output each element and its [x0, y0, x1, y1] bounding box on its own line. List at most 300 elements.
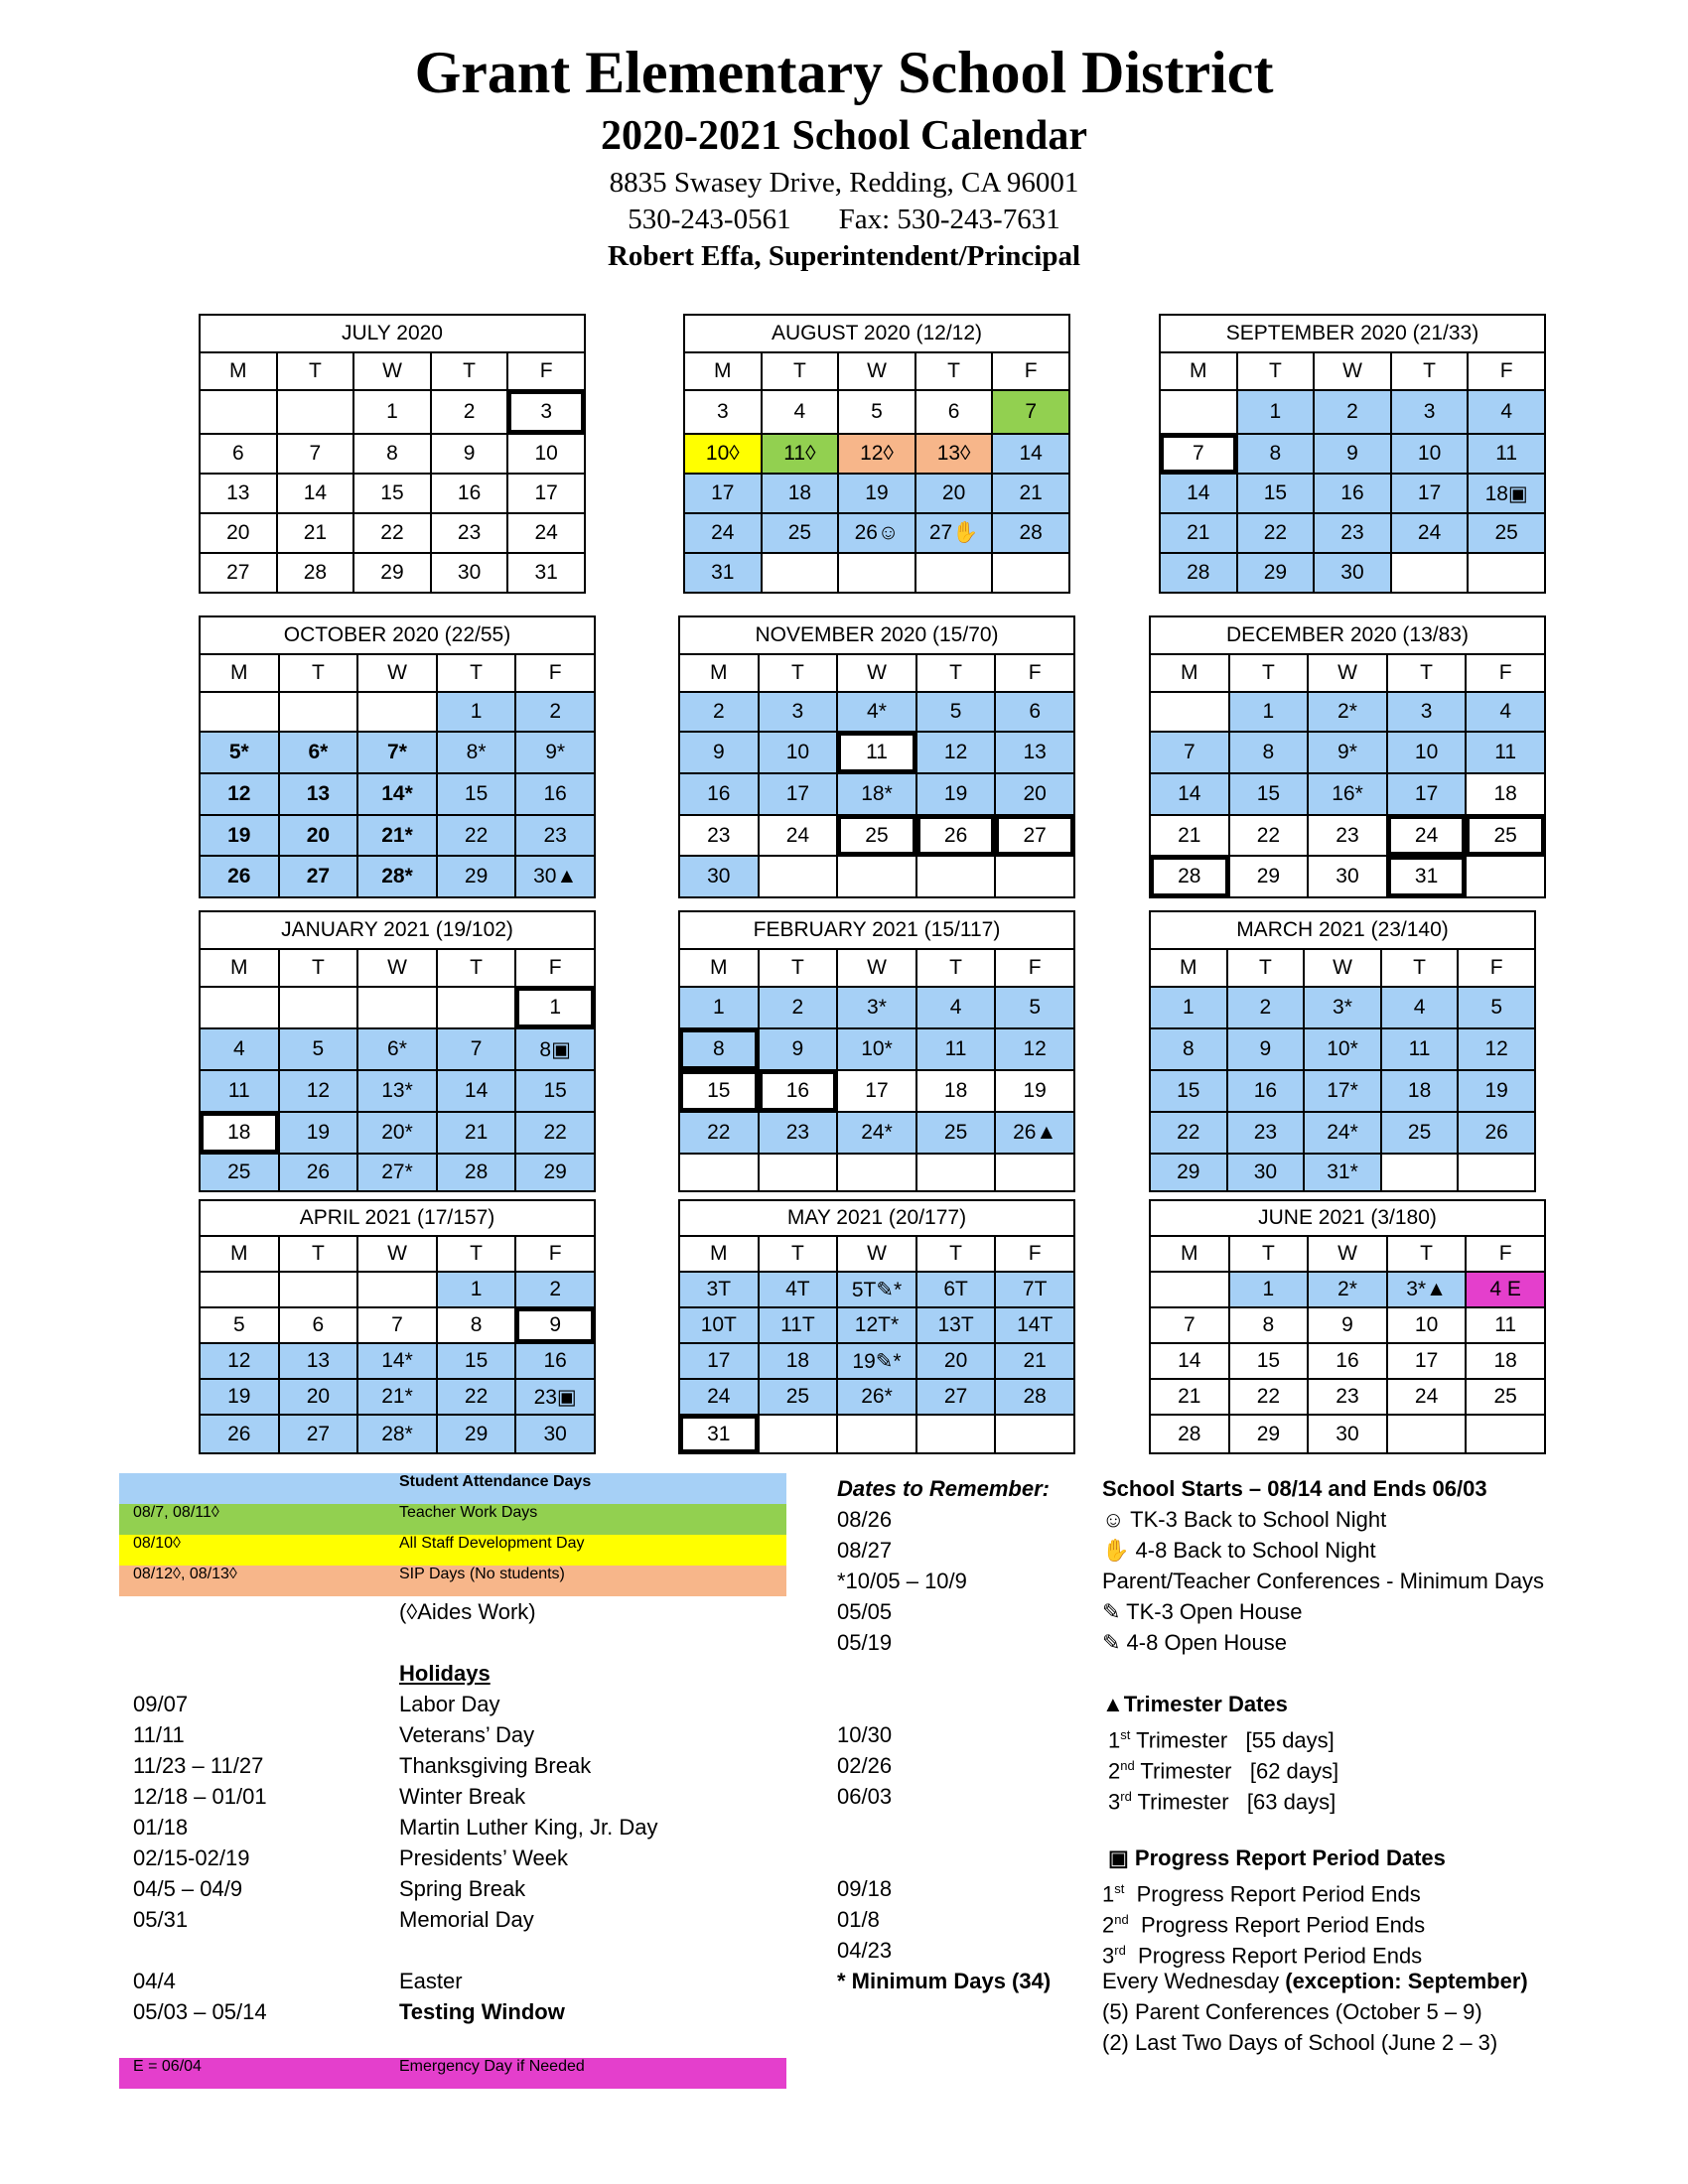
- day-cell: 4: [1468, 390, 1545, 434]
- day-cell: 29: [1229, 1415, 1309, 1453]
- weekday-header: T: [1387, 654, 1467, 692]
- day-cell: 10: [1387, 732, 1467, 773]
- day-cell: 5: [279, 1028, 358, 1070]
- day-cell: 17: [1391, 474, 1469, 513]
- day-cell: 31*: [1304, 1154, 1381, 1191]
- day-cell: 14: [277, 474, 354, 513]
- holiday-name: Martin Luther King, Jr. Day: [399, 1815, 658, 1840]
- empty-cell: [916, 1154, 996, 1191]
- day-cell: 8▣: [515, 1028, 595, 1070]
- day-cell: 22: [679, 1112, 759, 1154]
- wednesday-note: [1102, 1966, 1528, 1996]
- day-cell: 8: [437, 1307, 516, 1343]
- day-cell: 15: [679, 1070, 759, 1112]
- day-cell: 28: [277, 553, 354, 593]
- progress-title: ▣ Progress Report Period Dates: [1108, 1845, 1446, 1870]
- day-cell: 3: [1391, 390, 1469, 434]
- empty-cell: [837, 1154, 916, 1191]
- day-cell: 1: [515, 987, 595, 1028]
- day-cell: 27: [279, 856, 358, 897]
- ordinal-text: Trimester [62 days]: [1134, 1758, 1339, 1784]
- month-title: APRIL 2021 (17/157): [200, 1200, 595, 1236]
- weekday-header: M: [1150, 1236, 1229, 1272]
- day-cell: 7: [1160, 434, 1237, 474]
- day-cell: 5T✎*: [837, 1272, 916, 1307]
- day-cell: 9: [1308, 1307, 1387, 1343]
- day-cell: 13: [279, 1343, 358, 1379]
- empty-cell: [837, 856, 916, 897]
- day-cell: 22: [1150, 1112, 1227, 1154]
- empty-cell: [679, 1154, 759, 1191]
- day-cell: 16: [515, 1343, 595, 1379]
- day-cell: 19: [279, 1112, 358, 1154]
- day-cell: 24: [1387, 815, 1467, 856]
- ordinal-suffix: rd: [1114, 1943, 1126, 1958]
- day-cell: 28: [1150, 856, 1229, 897]
- day-cell: 23: [515, 815, 595, 856]
- day-cell: 6*: [357, 1028, 437, 1070]
- weekday-header: T: [1381, 949, 1459, 987]
- ordinal-text: Progress Report Period Ends: [1128, 1912, 1426, 1938]
- day-cell: 4: [916, 987, 996, 1028]
- remember-date: 08/27: [837, 1538, 893, 1563]
- day-cell: 27*: [357, 1154, 437, 1191]
- day-cell: 16: [1227, 1070, 1305, 1112]
- event-item: ✎ 4-8 Open House: [1102, 1630, 1287, 1655]
- day-cell: 17: [837, 1070, 916, 1112]
- day-cell: 26▲: [995, 1112, 1074, 1154]
- ordinal-number: 3: [1108, 1789, 1121, 1815]
- day-cell: 7: [1150, 1307, 1229, 1343]
- day-cell: 11: [1466, 1307, 1545, 1343]
- legend-sip-dates: 08/12◊, 08/13◊: [133, 1566, 237, 1582]
- day-cell: 5: [916, 692, 996, 732]
- day-cell: 27: [200, 553, 277, 593]
- day-cell: 30: [515, 1415, 595, 1453]
- day-cell: 31: [679, 1415, 759, 1453]
- legend-staff-day: [119, 1535, 786, 1566]
- day-cell: 21*: [357, 1379, 437, 1415]
- day-cell: 27: [279, 1415, 358, 1453]
- day-cell: 9*: [1308, 732, 1387, 773]
- day-cell: 4*: [837, 692, 916, 732]
- day-cell: 30▲: [515, 856, 595, 897]
- weekday-header: F: [995, 1236, 1074, 1272]
- month-5: [678, 615, 1075, 898]
- month-8: [678, 910, 1075, 1192]
- month-title: DECEMBER 2020 (13/83): [1150, 616, 1545, 654]
- legend-teacher-dates: 08/7, 08/11◊: [133, 1504, 219, 1521]
- day-cell: 21: [277, 513, 354, 553]
- weekday-header: T: [1391, 352, 1469, 390]
- day-cell: 8: [353, 434, 431, 474]
- weekday-header: M: [200, 949, 279, 987]
- day-cell: 17: [1387, 773, 1467, 815]
- weekday-header: F: [992, 352, 1069, 390]
- month-title: JUNE 2021 (3/180): [1150, 1200, 1545, 1236]
- day-cell: 6: [915, 390, 993, 434]
- day-cell: 17: [1387, 1343, 1467, 1379]
- day-cell: 9: [1314, 434, 1391, 474]
- day-cell: 18*: [837, 773, 916, 815]
- day-cell: 29: [1150, 1154, 1227, 1191]
- month-4: [199, 615, 596, 898]
- ordinal-number: 1: [1108, 1727, 1121, 1753]
- day-cell: 2*: [1308, 692, 1387, 732]
- weekday-header: T: [277, 352, 354, 390]
- day-cell: 15: [1237, 474, 1315, 513]
- day-cell: 8*: [437, 732, 516, 773]
- day-cell: 16: [431, 474, 508, 513]
- day-cell: 20: [279, 815, 358, 856]
- day-cell: 20: [279, 1379, 358, 1415]
- weekday-header: F: [1468, 352, 1545, 390]
- day-cell: 18: [1381, 1070, 1459, 1112]
- day-cell: 24*: [837, 1112, 916, 1154]
- day-cell: 2: [515, 1272, 595, 1307]
- weekday-header: M: [1160, 352, 1237, 390]
- holidays-title: Holidays: [399, 1661, 491, 1686]
- emergency-date: E = 06/04: [133, 2058, 202, 2075]
- day-cell: 11: [200, 1070, 279, 1112]
- day-cell: 27✋: [915, 513, 993, 553]
- weekday-header: T: [759, 654, 838, 692]
- emergency-label: Emergency Day if Needed: [399, 2058, 585, 2075]
- day-cell: 7*: [357, 732, 437, 773]
- day-cell: 30: [431, 553, 508, 593]
- day-cell: 6: [200, 434, 277, 474]
- day-cell: 1: [437, 692, 516, 732]
- day-cell: 25: [916, 1112, 996, 1154]
- day-cell: 25: [1468, 513, 1545, 553]
- ordinal-text: Progress Report Period Ends: [1124, 1881, 1421, 1907]
- day-cell: 18: [1466, 773, 1545, 815]
- day-cell: 12◊: [838, 434, 915, 474]
- day-cell: 10*: [1304, 1028, 1381, 1070]
- day-cell: 24: [684, 513, 762, 553]
- day-cell: 24*: [1304, 1112, 1381, 1154]
- month-title: MARCH 2021 (23/140): [1150, 911, 1535, 949]
- day-cell: 2: [515, 692, 595, 732]
- weekday-header: W: [837, 1236, 916, 1272]
- day-cell: 12: [916, 732, 996, 773]
- weekday-header: T: [437, 949, 516, 987]
- empty-cell: [200, 1272, 279, 1307]
- day-cell: 20: [915, 474, 993, 513]
- empty-cell: [279, 1272, 358, 1307]
- day-cell: 14*: [357, 1343, 437, 1379]
- legend-emergency: [119, 2058, 786, 2089]
- holiday-name: Memorial Day: [399, 1907, 534, 1932]
- day-cell: 2: [1227, 987, 1305, 1028]
- day-cell: 21: [995, 1343, 1074, 1379]
- day-cell: 17: [684, 474, 762, 513]
- day-cell: 23: [1308, 815, 1387, 856]
- day-cell: 3: [1387, 692, 1467, 732]
- day-cell: 16: [1308, 1343, 1387, 1379]
- weekday-header: T: [279, 1236, 358, 1272]
- empty-cell: [279, 987, 358, 1028]
- month-6: [1149, 615, 1546, 898]
- day-cell: 21: [1160, 513, 1237, 553]
- day-cell: 27: [916, 1379, 996, 1415]
- day-cell: 15: [1229, 1343, 1309, 1379]
- day-cell: 7: [1150, 732, 1229, 773]
- remember-date: 04/23: [837, 1938, 893, 1963]
- day-cell: 12: [995, 1028, 1074, 1070]
- testing-date: 05/03 – 05/14: [133, 1999, 267, 2024]
- phone-line: [0, 202, 1688, 237]
- day-cell: 22: [1237, 513, 1315, 553]
- empty-cell: [200, 692, 279, 732]
- day-cell: 24: [759, 815, 838, 856]
- ordinal-suffix: st: [1120, 1727, 1131, 1742]
- day-cell: 9*: [515, 732, 595, 773]
- address: 8835 Swasey Drive, Redding, CA 96001: [609, 167, 1079, 199]
- weekday-header: T: [279, 654, 358, 692]
- superintendent: Robert Effa, Superintendent/Principal: [607, 240, 1081, 272]
- day-cell: 23▣: [515, 1379, 595, 1415]
- day-cell: 28: [1160, 553, 1237, 593]
- day-cell: 21: [1150, 1379, 1229, 1415]
- empty-cell: [437, 987, 516, 1028]
- day-cell: 28: [1150, 1415, 1229, 1453]
- remember-date: 09/18: [837, 1876, 893, 1901]
- month-3: [1159, 314, 1546, 594]
- ordinal-suffix: nd: [1120, 1758, 1135, 1773]
- weekday-header: W: [1308, 654, 1387, 692]
- ordinal-suffix: nd: [1114, 1912, 1129, 1927]
- day-cell: 11: [837, 732, 916, 773]
- day-cell: 17: [507, 474, 585, 513]
- empty-cell: [1466, 1415, 1545, 1453]
- day-cell: 29: [1237, 553, 1315, 593]
- day-cell: 23: [431, 513, 508, 553]
- month-title: AUGUST 2020 (12/12): [684, 315, 1069, 352]
- holiday-date: 01/18: [133, 1815, 189, 1840]
- day-cell: 29: [437, 1415, 516, 1453]
- day-cell: 30: [1314, 553, 1391, 593]
- easter-date: 04/4: [133, 1969, 176, 1993]
- day-cell: 12: [279, 1070, 358, 1112]
- legend-student-label: Student Attendance Days: [399, 1473, 592, 1490]
- day-cell: 21: [992, 474, 1069, 513]
- day-cell: 19: [200, 1379, 279, 1415]
- day-cell: 10◊: [684, 434, 762, 474]
- day-cell: 17: [679, 1343, 759, 1379]
- day-cell: 25: [1466, 1379, 1545, 1415]
- weekday-header: F: [1466, 654, 1545, 692]
- day-cell: 14*: [357, 773, 437, 815]
- day-cell: 25: [837, 815, 916, 856]
- day-cell: 22: [353, 513, 431, 553]
- day-cell: 16: [679, 773, 759, 815]
- day-cell: 18: [1466, 1343, 1545, 1379]
- day-cell: 26: [916, 815, 996, 856]
- holiday-name: Veterans’ Day: [399, 1722, 535, 1747]
- day-cell: 9: [679, 732, 759, 773]
- day-cell: 10*: [837, 1028, 916, 1070]
- trimester-item: [1108, 1781, 1336, 1817]
- day-cell: 1: [1150, 987, 1227, 1028]
- day-cell: 23: [759, 1112, 838, 1154]
- remember-date: 01/8: [837, 1907, 880, 1932]
- day-cell: 10T: [679, 1307, 759, 1343]
- day-cell: 24: [1391, 513, 1469, 553]
- month-title: OCTOBER 2020 (22/55): [200, 616, 595, 654]
- day-cell: 3: [684, 390, 762, 434]
- weekday-header: M: [679, 1236, 759, 1272]
- holiday-date: 04/5 – 04/9: [133, 1876, 243, 1901]
- day-cell: 18: [200, 1112, 279, 1154]
- day-cell: 15: [1150, 1070, 1227, 1112]
- day-cell: 3*: [1304, 987, 1381, 1028]
- day-cell: 16: [515, 773, 595, 815]
- weekday-header: M: [679, 654, 759, 692]
- day-cell: 20: [916, 1343, 996, 1379]
- last-days-note: (2) Last Two Days of School (June 2 – 3): [1102, 2030, 1498, 2055]
- legend-aides: (◊Aides Work): [399, 1599, 536, 1624]
- weekday-header: T: [915, 352, 993, 390]
- weekday-header: T: [916, 949, 996, 987]
- legend-teacher-label: Teacher Work Days: [399, 1504, 538, 1521]
- conferences-note: (5) Parent Conferences (October 5 – 9): [1102, 1999, 1482, 2024]
- empty-cell: [837, 1415, 916, 1453]
- day-cell: 21: [1150, 815, 1229, 856]
- day-cell: 5: [838, 390, 915, 434]
- remember-date: 08/26: [837, 1507, 893, 1532]
- weekday-header: F: [515, 1236, 595, 1272]
- weekday-header: W: [838, 352, 915, 390]
- day-cell: 13◊: [915, 434, 993, 474]
- empty-cell: [759, 1415, 838, 1453]
- weekday-header: W: [837, 949, 916, 987]
- empty-cell: [759, 1154, 838, 1191]
- weekday-header: T: [916, 654, 996, 692]
- legend-staff-label: All Staff Development Day: [399, 1535, 585, 1552]
- empty-cell: [279, 692, 358, 732]
- holiday-name: Spring Break: [399, 1876, 526, 1901]
- legend-student-days: [119, 1473, 786, 1504]
- day-cell: 17: [759, 773, 838, 815]
- day-cell: 7: [992, 390, 1069, 434]
- month-1: [199, 314, 586, 594]
- day-cell: 8: [1229, 732, 1309, 773]
- holiday-date: 02/15-02/19: [133, 1845, 250, 1870]
- empty-cell: [916, 1415, 996, 1453]
- day-cell: 5*: [200, 732, 279, 773]
- day-cell: 20: [200, 513, 277, 553]
- day-cell: 15: [515, 1070, 595, 1112]
- holiday-date: 11/11: [133, 1722, 185, 1747]
- day-cell: 22: [515, 1112, 595, 1154]
- event-item: ✎ TK-3 Open House: [1102, 1599, 1303, 1624]
- legend-staff-date: 08/10◊: [133, 1535, 181, 1552]
- remember-title: Dates to Remember:: [837, 1476, 1050, 1501]
- day-cell: 7: [277, 434, 354, 474]
- day-cell: 18: [762, 474, 839, 513]
- weekday-header: T: [437, 654, 516, 692]
- day-cell: 18: [759, 1343, 838, 1379]
- day-cell: 11T: [759, 1307, 838, 1343]
- ordinal-suffix: st: [1114, 1881, 1125, 1896]
- day-cell: 7: [357, 1307, 437, 1343]
- weekday-header: F: [515, 949, 595, 987]
- day-cell: 5: [995, 987, 1074, 1028]
- remember-date: 06/03: [837, 1784, 893, 1809]
- day-cell: 23: [679, 815, 759, 856]
- day-cell: 3: [759, 692, 838, 732]
- day-cell: 26: [1458, 1112, 1535, 1154]
- empty-cell: [1466, 856, 1545, 897]
- day-cell: 26: [200, 1415, 279, 1453]
- day-cell: 29: [353, 553, 431, 593]
- day-cell: 4: [1466, 692, 1545, 732]
- ordinal-suffix: rd: [1120, 1789, 1132, 1804]
- weekday-header: F: [507, 352, 585, 390]
- empty-cell: [1150, 692, 1229, 732]
- weekday-header: T: [759, 949, 838, 987]
- weekday-header: M: [200, 654, 279, 692]
- day-cell: 4: [200, 1028, 279, 1070]
- weekday-header: T: [437, 1236, 516, 1272]
- day-cell: 15: [1229, 773, 1309, 815]
- day-cell: 16*: [1308, 773, 1387, 815]
- empty-cell: [200, 987, 279, 1028]
- holiday-name: Labor Day: [399, 1692, 500, 1716]
- day-cell: 14: [1160, 474, 1237, 513]
- day-cell: 15: [437, 773, 516, 815]
- empty-cell: [1160, 390, 1237, 434]
- empty-cell: [995, 856, 1074, 897]
- day-cell: 30: [1227, 1154, 1305, 1191]
- month-12: [1149, 1199, 1546, 1454]
- weekday-header: W: [1308, 1236, 1387, 1272]
- day-cell: 9: [431, 434, 508, 474]
- weekday-header: F: [995, 949, 1074, 987]
- day-cell: 14: [437, 1070, 516, 1112]
- holiday-name: Winter Break: [399, 1784, 526, 1809]
- district-title: Grant Elementary School District: [414, 40, 1274, 105]
- day-cell: 13: [995, 732, 1074, 773]
- day-cell: 2: [759, 987, 838, 1028]
- day-cell: 23: [1227, 1112, 1305, 1154]
- day-cell: 9: [1227, 1028, 1305, 1070]
- day-cell: 1: [679, 987, 759, 1028]
- day-cell: 17*: [1304, 1070, 1381, 1112]
- empty-cell: [1468, 553, 1545, 593]
- weekday-header: W: [837, 654, 916, 692]
- day-cell: 25: [1466, 815, 1545, 856]
- day-cell: 10: [759, 732, 838, 773]
- day-cell: 13*: [357, 1070, 437, 1112]
- remember-date: 05/19: [837, 1630, 893, 1655]
- day-cell: 1: [1237, 390, 1315, 434]
- day-cell: 9: [515, 1307, 595, 1343]
- day-cell: 1: [353, 390, 431, 434]
- day-cell: 15: [353, 474, 431, 513]
- day-cell: 5: [200, 1307, 279, 1343]
- fax: Fax: 530-243-7631: [838, 204, 1060, 235]
- day-cell: 31: [684, 553, 762, 593]
- day-cell: 25: [759, 1379, 838, 1415]
- holiday-date: 09/07: [133, 1692, 189, 1716]
- weekday-header: M: [1150, 949, 1227, 987]
- day-cell: 20*: [357, 1112, 437, 1154]
- day-cell: 11: [1381, 1028, 1459, 1070]
- empty-cell: [1387, 1415, 1467, 1453]
- legend-teacher-days: [119, 1504, 786, 1535]
